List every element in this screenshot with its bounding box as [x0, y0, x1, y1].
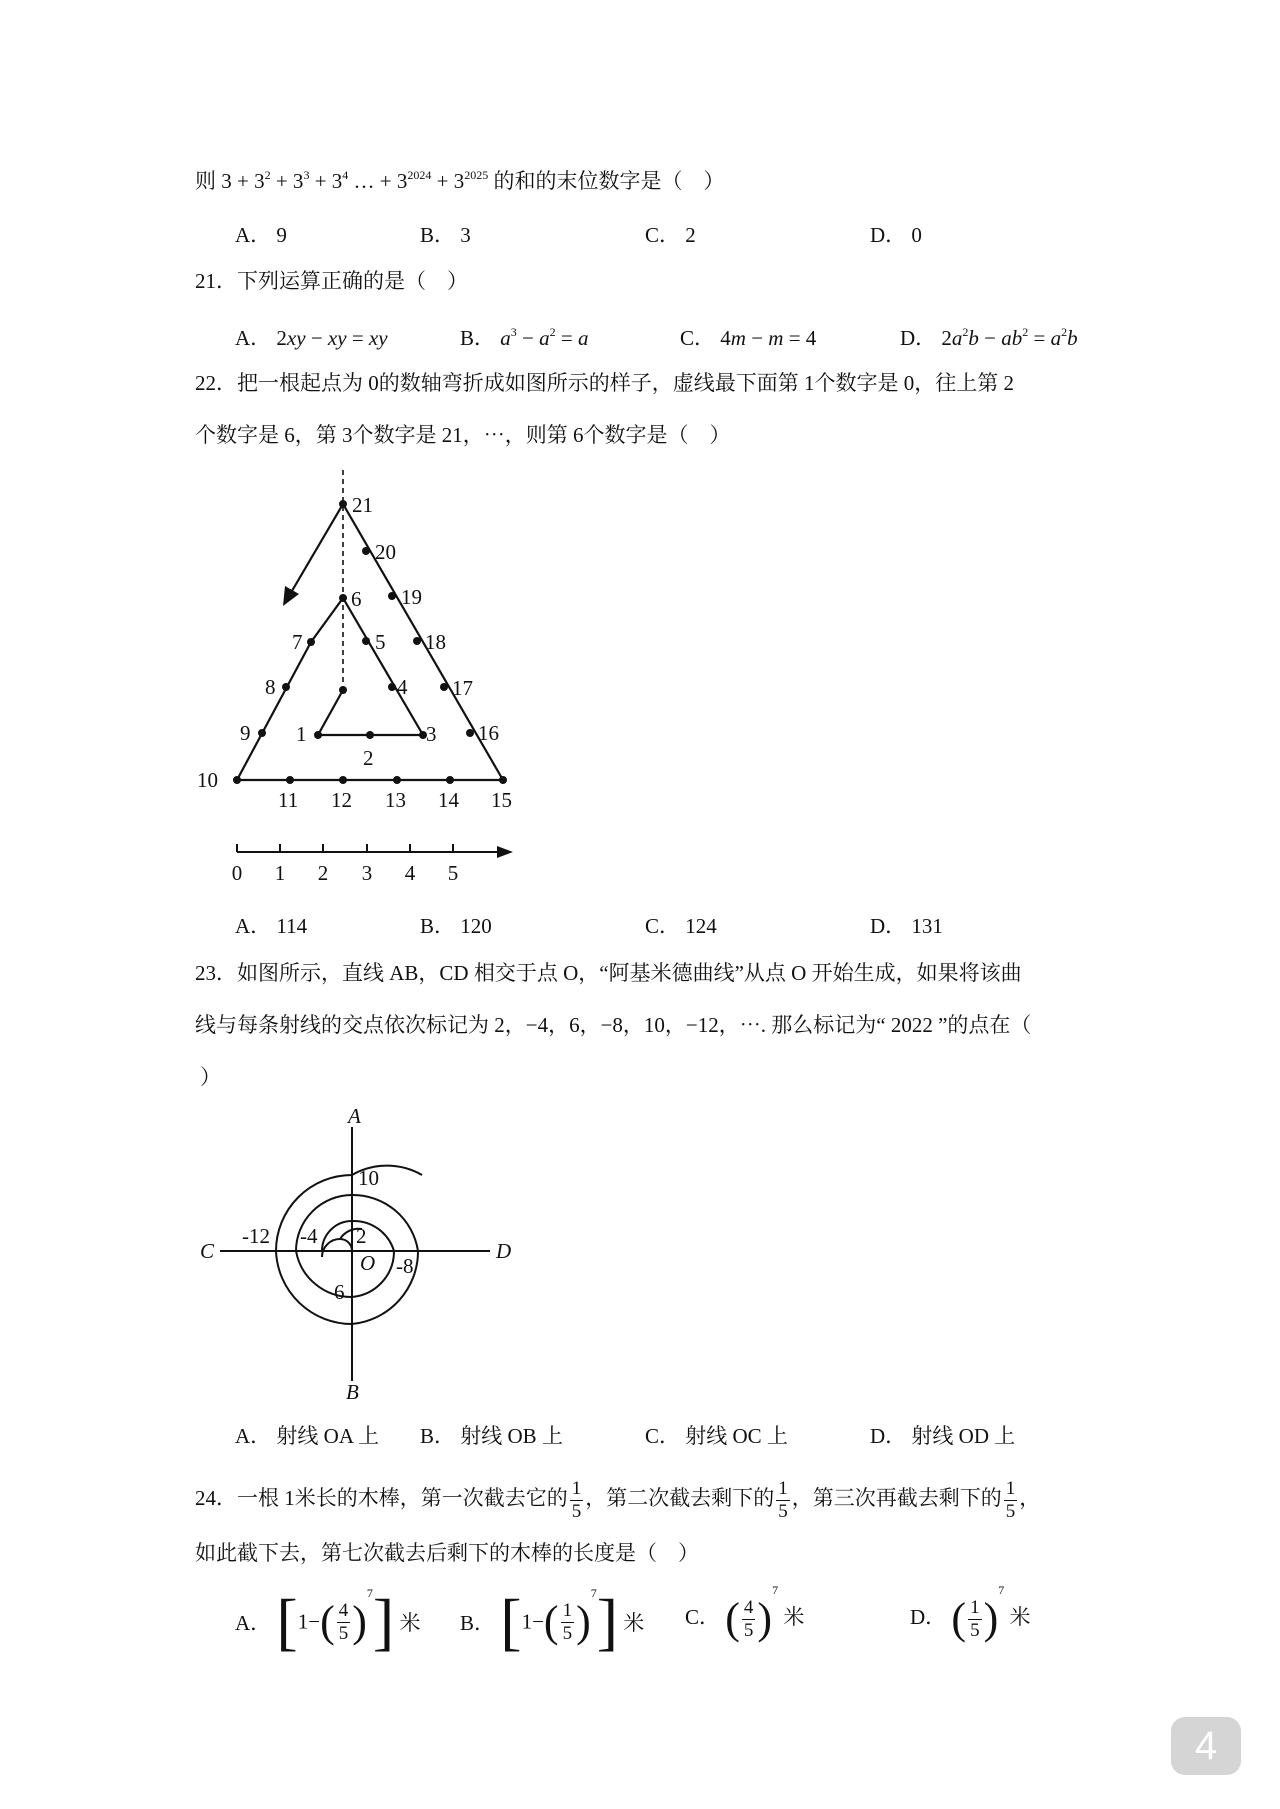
q22-label-13: 13 — [385, 788, 406, 812]
q22-label-2: 2 — [363, 746, 374, 770]
q23-label-C: C — [200, 1239, 215, 1263]
q22-label-12: 12 — [331, 788, 352, 812]
q23-label-neg4: -4 — [300, 1224, 318, 1248]
q22-label-14: 14 — [438, 788, 459, 812]
q22-label-6: 6 — [351, 587, 362, 611]
q22-axis-1: 1 — [274, 861, 286, 885]
q23-option-a[interactable]: A． 射线 OA 上 — [235, 1424, 380, 1448]
q22-axis-0: 0 — [231, 861, 243, 885]
q20-option-a[interactable]: A． 9 — [235, 223, 287, 247]
q23-label-neg12: -12 — [242, 1224, 270, 1248]
q22-option-d[interactable]: D． 131 — [870, 914, 943, 938]
q24-option-b[interactable]: B． [1−( $\frac{1}{5}$ )$^7$] 米 — [460, 1585, 645, 1657]
q22-label-10: 10 — [197, 768, 218, 792]
q22-label-7: 7 — [292, 630, 303, 654]
q22-label-9: 9 — [240, 721, 251, 745]
q20-option-d[interactable]: D． 0 — [870, 223, 922, 247]
q23-label-6: 6 — [334, 1280, 345, 1304]
q22-label-15: 15 — [491, 788, 512, 812]
q22-axis-5: 5 — [447, 861, 459, 885]
q24-fraction-1: $\frac{1}{5}$ — [571, 1477, 582, 1522]
q22-stem-line2: 个数字是 6，第 3个数字是 21，⋯，则第 6个数字是（ ） — [195, 423, 731, 447]
q24-option-c[interactable]: C． ( $\frac{4}{5}$ )$^7$ 米 — [685, 1583, 805, 1644]
q24-stem-line2: 如此截下去，第七次截去后剩下的木棒的长度是（ ） — [195, 1541, 699, 1565]
q21-option-a[interactable]: A． 2xy − xy = xy — [235, 326, 388, 350]
q22-label-4: 4 — [397, 675, 408, 699]
q23-label-A: A — [348, 1105, 361, 1128]
q23-figure — [190, 1105, 540, 1405]
q23-stem-line3: ） — [200, 1065, 221, 1089]
q23-option-b[interactable]: B． 射线 OB 上 — [420, 1424, 563, 1448]
q20-expression: $3 + 3^2 + 3^3 + 3^4$ … + $3^{2024} + 3^{2025}$ — [221, 168, 489, 193]
q22-label-17: 17 — [452, 676, 473, 700]
q22-label-19: 19 — [401, 585, 422, 609]
q23-label-neg8: -8 — [396, 1254, 414, 1278]
q20-option-c[interactable]: C． 2 — [645, 223, 696, 247]
q22-label-1: 1 — [296, 722, 307, 746]
q24-option-d[interactable]: D． ( $\frac{1}{5}$ )$^7$ 米 — [910, 1583, 1031, 1644]
q22-axis-3: 3 — [361, 861, 373, 885]
q22-label-21: 21 — [352, 493, 373, 517]
q20-option-b[interactable]: B． 3 — [420, 223, 471, 247]
q23-label-2: 2 — [356, 1224, 367, 1248]
q23-stem-line2: 线与每条射线的交点依次标记为 2，−4，6，−8，10，−12，⋯. 那么标记为“ 2022 ”的点在（ — [195, 1013, 1032, 1037]
q21-stem: 21．下列运算正确的是（ ） — [195, 269, 468, 293]
q22-axis-2: 2 — [317, 861, 329, 885]
q22-stem-line1: 22．把一根起点为 0的数轴弯折成如图所示的样子，虚线最下面第 1个数字是 0，往上第 2 — [195, 371, 1014, 395]
q21-option-b[interactable]: B． $a^3 - a^2 = a$ — [460, 325, 589, 350]
q22-label-16: 16 — [478, 721, 499, 745]
q20-stem: 则 $3 + 3^2 + 3^3 + 3^4$ … + $3^{2024} + 3^{2025}$ 的和的末位数字是（ ） — [195, 168, 725, 193]
q24-fraction-3: $\frac{1}{5}$ — [1005, 1477, 1016, 1522]
q23-option-c[interactable]: C． 射线 OC 上 — [645, 1424, 788, 1448]
q22-option-a[interactable]: A． 114 — [235, 914, 308, 938]
q23-label-10: 10 — [358, 1166, 379, 1190]
q23-option-d[interactable]: D． 射线 OD 上 — [870, 1424, 1016, 1448]
q21-option-c[interactable]: C． 4m − m = 4 — [680, 326, 817, 350]
q23-stem-line1: 23．如图所示，直线 AB，CD 相交于点 O，“阿基米德曲线”从点 O 开始生成，如果将该曲 — [195, 961, 1022, 985]
q22-option-c[interactable]: C． 124 — [645, 914, 717, 938]
q21-option-d[interactable]: D． $2a^2b - ab^2 = a^2b$ — [900, 325, 1078, 350]
q24-option-a[interactable]: A． [1−( $\frac{4}{5}$ )$^7$] 米 — [235, 1585, 421, 1657]
q22-figure — [185, 460, 530, 890]
q23-label-O: O — [360, 1251, 376, 1275]
page-number-badge: 4 — [1171, 1717, 1241, 1775]
q23-label-B: B — [346, 1380, 359, 1404]
q23-label-D: D — [496, 1239, 512, 1263]
q22-axis-4: 4 — [404, 861, 416, 885]
q22-label-11: 11 — [278, 788, 299, 812]
q22-option-b[interactable]: B． 120 — [420, 914, 492, 938]
q22-label-18: 18 — [425, 630, 446, 654]
q22-label-5: 5 — [375, 630, 386, 654]
q24-fraction-2: $\frac{1}{5}$ — [778, 1477, 788, 1522]
q22-label-8: 8 — [265, 675, 276, 699]
q22-label-20: 20 — [375, 540, 396, 564]
q22-label-3: 3 — [426, 722, 437, 746]
q24-stem-line1: 24．一根 1米长的木棒，第一次截去它的 $\frac{1}{5}$ ，第二次截去剩下的 $\frac{1}{5}$ ，第三次再截去剩下的 $\frac{1}{5}$ ， — [195, 1477, 1041, 1522]
